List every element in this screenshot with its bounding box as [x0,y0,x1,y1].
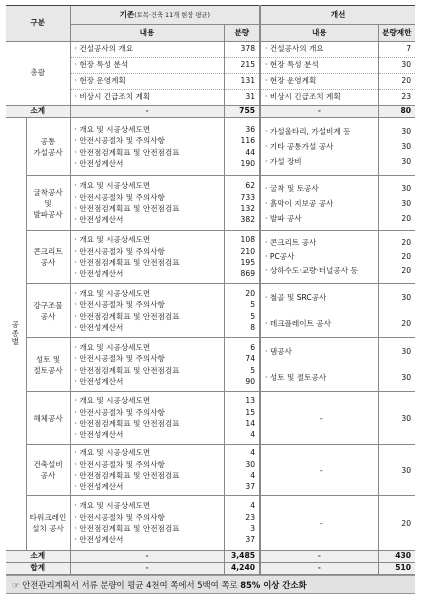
general-existing-pages: 215 [224,58,260,74]
work-improved-page-count: 20 [401,213,412,223]
general-improved-pages: 23 [378,90,415,106]
work-existing-item: · 안전점검계획표 및 안전점검표 [74,365,180,375]
work-existing-item: · 안전시공절차 및 주의사항 [74,136,165,146]
works-subtotal-label: 소계 [6,551,70,563]
comparison-table [6,5,415,575]
work-improved-page-count: 30 [401,346,412,356]
work-existing-item: · 안전점검계획표 및 안전점검표 [74,419,180,428]
work-improved-page-count: 30 [401,198,412,208]
work-existing-item: · 안전시공절차 및 주의사항 [74,512,165,522]
work-existing-item: · 안전성계산서 [74,376,124,386]
work-existing-item: · 안전성계산서 [74,430,124,440]
work-existing-items [70,445,224,496]
general-improved-item: · 비상시 긴급조치 계획 [260,90,378,106]
work-existing-item: · 개요 및 시공상세도면 [74,235,151,245]
work-existing-page-count: 108 [240,235,256,245]
work-improved-page-count: 30 [401,465,412,475]
work-name: 타워크레인 설치 공사 [26,496,70,551]
general-existing-pages: 378 [224,42,260,58]
work-existing-item: · 안전시공절차 및 주의사항 [74,407,165,417]
work-improved-item: - [319,465,323,475]
work-existing-pages [224,392,260,445]
work-existing-item: · 개요 및 시공상세도면 [74,396,151,406]
work-existing-item: · 안전시공절차 및 주의사항 [74,459,165,469]
note-text: 안전관리계획서 서류 분량이 평균 4천여 쪽에서 5백여 쪽로 [22,580,238,590]
header-improved: 개선 [260,6,415,25]
works-subtotal-improved-content: - [260,551,378,563]
work-improved-page-count: 20 [401,318,412,328]
work-existing-page-count: 15 [245,407,256,417]
work-existing-page-count: 37 [245,482,256,492]
work-existing-item: · 안전시공절차 및 주의사항 [74,192,165,202]
work-improved-item: · 콘크리트 공사 [265,238,317,247]
work-existing-page-count: 13 [245,396,256,406]
work-existing-page-count: 733 [240,192,256,202]
work-existing-item: · 개요 및 시공상세도면 [74,181,151,191]
work-existing-page-count: 8 [250,322,256,332]
work-existing-page-count: 210 [240,246,256,256]
work-existing-item: · 안전점검계획표 및 안전점검표 [74,147,180,157]
work-existing-page-count: 5 [250,300,256,310]
works-subtotal-improved: 430 [378,551,415,563]
general-existing-pages: 131 [224,74,260,90]
work-improved-item: · 철골 및 SRC공사 [265,292,327,302]
general-subtotal-improved-content: - [260,106,378,118]
works-group-label: 공 종 별 [6,118,26,551]
grand-total-improved-content: - [260,563,378,575]
work-existing-page-count: 6 [250,342,256,352]
work-improved-pages [378,496,415,551]
work-improved-item: · 굴착 및 토공사 [265,183,319,193]
work-existing-item: · 안전점검계획표 및 안전점검표 [74,258,180,267]
header-existing-label: 기존 [119,9,135,19]
work-existing-items [70,118,224,176]
work-existing-page-count: 62 [245,181,256,191]
work-improved-pages [378,176,415,231]
work-existing-page-count: 37 [245,535,256,545]
work-existing-pages [224,176,260,231]
work-improved-item: · 가설 장비 [265,157,302,166]
work-existing-item: · 안전점검계획표 및 안전점검표 [74,311,180,321]
work-name: 성토 및 절토공사 [26,338,70,392]
general-subtotal-existing: 755 [224,106,260,118]
work-improved-page-count: 20 [401,252,412,261]
work-existing-page-count: 20 [245,288,256,298]
work-existing-item: · 안전시공절차 및 주의사항 [74,246,165,256]
work-existing-page-count: 4 [250,430,256,440]
work-improved-items [260,118,378,176]
work-existing-item: · 개요 및 시공상세도면 [74,288,151,298]
work-improved-page-count: 30 [401,142,412,151]
work-existing-page-count: 3 [250,524,256,533]
work-improved-items [260,445,378,496]
work-improved-item: · 가설울타리, 가설비계 등 [265,127,351,136]
header-category: 구분 [6,6,70,42]
work-existing-item: · 안전점검계획표 및 안전점검표 [74,471,180,480]
general-improved-pages: 20 [378,74,415,90]
work-existing-page-count: 44 [245,147,256,157]
work-improved-page-count: 20 [401,266,412,275]
work-existing-item: · 안전성계산서 [74,269,124,279]
work-existing-pages [224,118,260,176]
work-improved-page-count: 30 [401,127,412,136]
general-label: 총괄 [6,42,70,106]
work-name: 건축설비 공사 [26,445,70,496]
work-existing-item: · 안전점검계획표 및 안전점검표 [74,524,180,533]
work-improved-item: - [319,518,323,528]
work-existing-page-count: 132 [240,204,256,213]
work-improved-item: · 데크플레이트 공사 [265,318,331,328]
pointing-hand-icon: ☞ [12,580,20,590]
work-improved-item: · PC공사 [265,252,295,261]
header-existing-sub: (토목·건축 11개 현장 평균) [134,11,210,19]
work-existing-page-count: 382 [240,215,256,225]
work-existing-item: · 안전점검계획표 및 안전점검표 [74,204,180,213]
work-existing-page-count: 5 [250,365,256,375]
work-existing-page-count: 90 [245,376,256,386]
work-existing-items [70,392,224,445]
work-name: 해체공사 [26,392,70,445]
work-improved-items [260,176,378,231]
general-subtotal-improved: 80 [378,106,415,118]
work-existing-item: · 안전성계산서 [74,215,124,225]
work-existing-page-count: 4 [250,471,256,480]
work-existing-item: · 개요 및 시공상세도면 [74,448,151,458]
work-improved-item: · 흙막이 지보공 공사 [265,198,334,208]
general-existing-item: · 현장 특성 분석 [70,58,224,74]
work-existing-pages [224,445,260,496]
grand-total-existing: 4,240 [224,563,260,575]
work-existing-items [70,338,224,392]
work-existing-page-count: 116 [240,136,256,146]
work-improved-item: · 발파 공사 [265,213,302,223]
work-existing-item: · 안전시공절차 및 주의사항 [74,354,165,364]
work-existing-pages [224,284,260,338]
header-pages: 분량 [224,25,260,42]
note-highlight: 85% 이상 간소화 [240,580,307,590]
work-improved-pages [378,118,415,176]
general-existing-pages: 31 [224,90,260,106]
work-improved-page-count: 30 [401,183,412,193]
work-improved-items [260,496,378,551]
work-existing-page-count: 30 [245,459,256,469]
work-name: 강구조물 공사 [26,284,70,338]
work-improved-page-count: 30 [401,372,412,382]
header-improved-content: 내용 [260,25,378,42]
work-existing-items [70,176,224,231]
work-improved-item: · 상하수도·교량·터널공사 등 [265,266,358,275]
work-existing-item: · 안전시공절차 및 주의사항 [74,300,165,310]
work-existing-item: · 개요 및 시공상세도면 [74,501,151,511]
work-improved-items [260,231,378,284]
work-existing-page-count: 869 [240,269,256,279]
general-subtotal-existing-content: - [70,106,224,118]
work-existing-page-count: 190 [240,158,256,168]
work-existing-page-count: 5 [250,311,256,321]
general-improved-item: · 현장 운영계획 [260,74,378,90]
general-improved-pages: 30 [378,58,415,74]
work-existing-item: · 개요 및 시공상세도면 [74,342,151,352]
work-existing-items [70,284,224,338]
header-page-limit: 분량제한 [378,25,415,42]
work-improved-pages [378,392,415,445]
work-existing-page-count: 4 [250,448,256,458]
work-existing-pages [224,231,260,284]
work-name: 콘크리트 공사 [26,231,70,284]
work-existing-items [70,231,224,284]
work-improved-pages [378,338,415,392]
work-existing-item: · 안전성계산서 [74,322,124,332]
work-improved-item: · 댐공사 [265,346,292,356]
general-improved-item: · 건설공사의 개요 [260,42,378,58]
work-existing-page-count: 36 [245,124,256,134]
work-improved-pages [378,445,415,496]
header-content: 내용 [70,25,224,42]
work-improved-items [260,284,378,338]
work-name: 공통 가설공사 [26,118,70,176]
general-subtotal-label: 소계 [6,106,70,118]
work-existing-item: · 안전성계산서 [74,482,124,492]
work-existing-page-count: 4 [250,501,256,511]
work-existing-items [70,496,224,551]
work-improved-item: · 성토 및 절토공사 [265,372,327,382]
work-improved-pages [378,284,415,338]
work-existing-page-count: 23 [245,512,256,522]
work-existing-item: · 안전성계산서 [74,535,124,545]
general-existing-item: · 현장 운영계획 [70,74,224,90]
work-improved-items [260,338,378,392]
work-existing-pages [224,496,260,551]
work-improved-page-count: 30 [401,292,412,302]
header-existing [70,6,260,25]
grand-total-label: 합계 [6,563,70,575]
work-improved-page-count: 20 [401,518,412,528]
work-existing-item: · 개요 및 시공상세도면 [74,124,151,134]
general-existing-item: · 비상시 긴급조치 계획 [70,90,224,106]
work-improved-page-count: 30 [401,413,412,423]
work-improved-item: - [319,413,323,423]
work-improved-page-count: 20 [401,238,412,247]
general-existing-item: · 건설공사의 개요 [70,42,224,58]
work-existing-page-count: 74 [245,354,256,364]
general-improved-pages: 7 [378,42,415,58]
works-subtotal-existing-content: - [70,551,224,563]
work-name: 굴착공사 및 발파공사 [26,176,70,231]
work-existing-pages [224,338,260,392]
general-improved-item: · 현장 특성 분석 [260,58,378,74]
summary-note [6,575,415,594]
grand-total-improved: 510 [378,563,415,575]
grand-total-existing-content: - [70,563,224,575]
work-existing-item: · 안전성계산서 [74,158,124,168]
work-improved-items [260,392,378,445]
work-existing-page-count: 14 [245,419,256,428]
work-improved-pages [378,231,415,284]
work-existing-page-count: 195 [240,258,256,267]
works-subtotal-existing: 3,485 [224,551,260,563]
work-improved-page-count: 30 [401,157,412,166]
work-improved-item: · 기타 공통가설 공사 [265,142,334,151]
